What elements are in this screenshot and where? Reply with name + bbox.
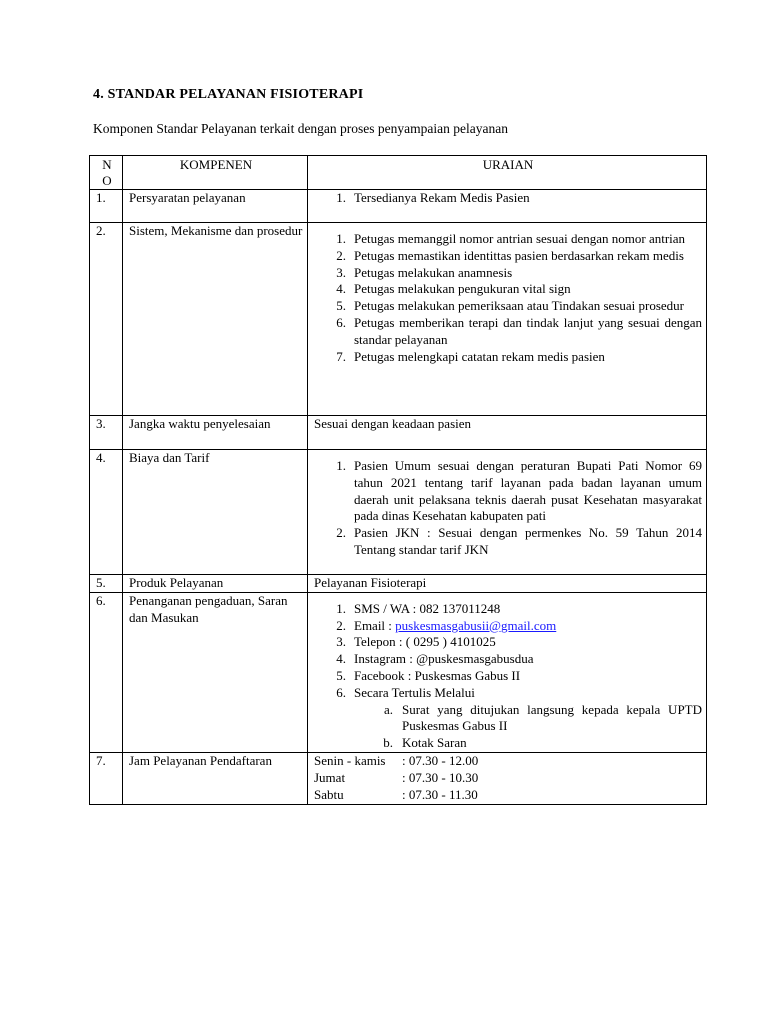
list-item: 1. Tersedianya Rekam Medis Pasien (336, 190, 530, 205)
row-komponen: Biaya dan Tarif (123, 450, 308, 575)
table-row (90, 450, 707, 575)
list-item: 2. Email : puskesmasgabusii@gmail.com (336, 617, 557, 633)
row-komponen: Penanganan pengaduan, Saran dan Masukan (123, 592, 308, 752)
list-item: 2. Petugas memastikan identittas pasien berdasarkan rekam medis (336, 247, 684, 263)
standard-service-table (89, 155, 707, 805)
row-number: 2. (90, 223, 123, 416)
sub-list-item: a. Surat yang ditujukan langsung kepada kepala UPTD Puskesmas Gabus II (383, 701, 702, 734)
header-no-line2: O (102, 173, 112, 188)
hours-row: Jumat : 07.30 - 10.30 (314, 769, 479, 785)
table-row (90, 416, 707, 450)
hours-row: Sabtu : 07.30 - 11.30 (314, 786, 478, 802)
sub-list-item: b. Kotak Saran (383, 735, 467, 751)
table-row (90, 223, 707, 416)
row-uraian (308, 592, 707, 752)
email-link[interactable]: puskesmasgabusii@gmail.com (395, 617, 557, 633)
row-uraian: Pelayanan Fisioterapi (308, 575, 707, 593)
row-komponen: Jangka waktu penyelesaian (123, 416, 308, 450)
intro-paragraph: Komponen Standar Pelayanan terkait dengan proses penyampaian pelayanan (93, 121, 508, 136)
header-no-line1: N (102, 157, 112, 172)
list-item: 2. Pasien JKN : Sesuai dengan permenkes No. 59 Tahun 2014 Tentang standar tarif JKN (336, 525, 702, 557)
row-komponen: Produk Pelayanan (123, 575, 308, 593)
table-row (90, 575, 707, 593)
row-komponen: Sistem, Mekanisme dan prosedur (123, 223, 308, 416)
list-item: 4. Petugas melakukan pengukuran vital sign (336, 281, 571, 297)
list-item: 7. Petugas melengkapi catatan rekam medis pasien (336, 348, 605, 364)
row-uraian (308, 223, 707, 416)
list-item: 5. Facebook : Puskesmas Gabus II (336, 667, 521, 683)
list-item: 1. Pasien Umum sesuai dengan peraturan Bupati Pati Nomor 69 tahun 2021 tentang tarif layanan pada badan layanan umum daerah unit pelaksana teknis daerah pusat Kesehatan masyarakat pada dinas Kesehatan kabupaten pati (336, 458, 702, 524)
row-number: 1. (90, 190, 123, 223)
row-uraian (308, 190, 707, 223)
table-row (90, 592, 707, 752)
header-komponen: KOMPENEN (123, 156, 308, 190)
list-item: 6. Secara Tertulis Melalui (336, 684, 475, 700)
row-komponen: Persyaratan pelayanan (123, 190, 308, 223)
list-item: 1. Petugas memanggil nomor antrian sesuai dengan nomor antrian (336, 231, 686, 246)
row-number: 5. (90, 575, 123, 593)
row-number: 3. (90, 416, 123, 450)
row-uraian (308, 752, 707, 804)
email-label: Email : (354, 617, 396, 633)
list-item: 5. Petugas melakukan pemeriksaan atau Tindakan sesuai prosedur (336, 298, 684, 314)
row-number: 4. (90, 450, 123, 575)
table-row (90, 752, 707, 804)
list-item: 3. Telepon : ( 0295 ) 4101025 (336, 634, 496, 650)
header-no (90, 156, 123, 190)
list-item: 1. SMS / WA : 082 137011248 (336, 600, 501, 616)
table-row (90, 190, 707, 223)
row-number: 6. (90, 592, 123, 752)
row-komponen: Jam Pelayanan Pendaftaran (123, 752, 308, 804)
row-number: 7. (90, 752, 123, 804)
row-uraian: Sesuai dengan keadaan pasien (308, 416, 707, 450)
list-item: 4. Instagram : @puskesmasgabusdua (336, 651, 534, 667)
section-heading: 4. STANDAR PELAYANAN FISIOTERAPI (93, 87, 364, 102)
row-uraian (308, 450, 707, 575)
table-header-row (90, 156, 707, 190)
header-uraian: URAIAN (308, 156, 707, 190)
list-item: 3. Petugas melakukan anamnesis (336, 264, 513, 280)
hours-row: Senin - kamis : 07.30 - 12.00 (314, 752, 479, 768)
list-item: 6. Petugas memberikan terapi dan tindak lanjut yang sesuai dengan standar pelayanan (336, 314, 702, 347)
